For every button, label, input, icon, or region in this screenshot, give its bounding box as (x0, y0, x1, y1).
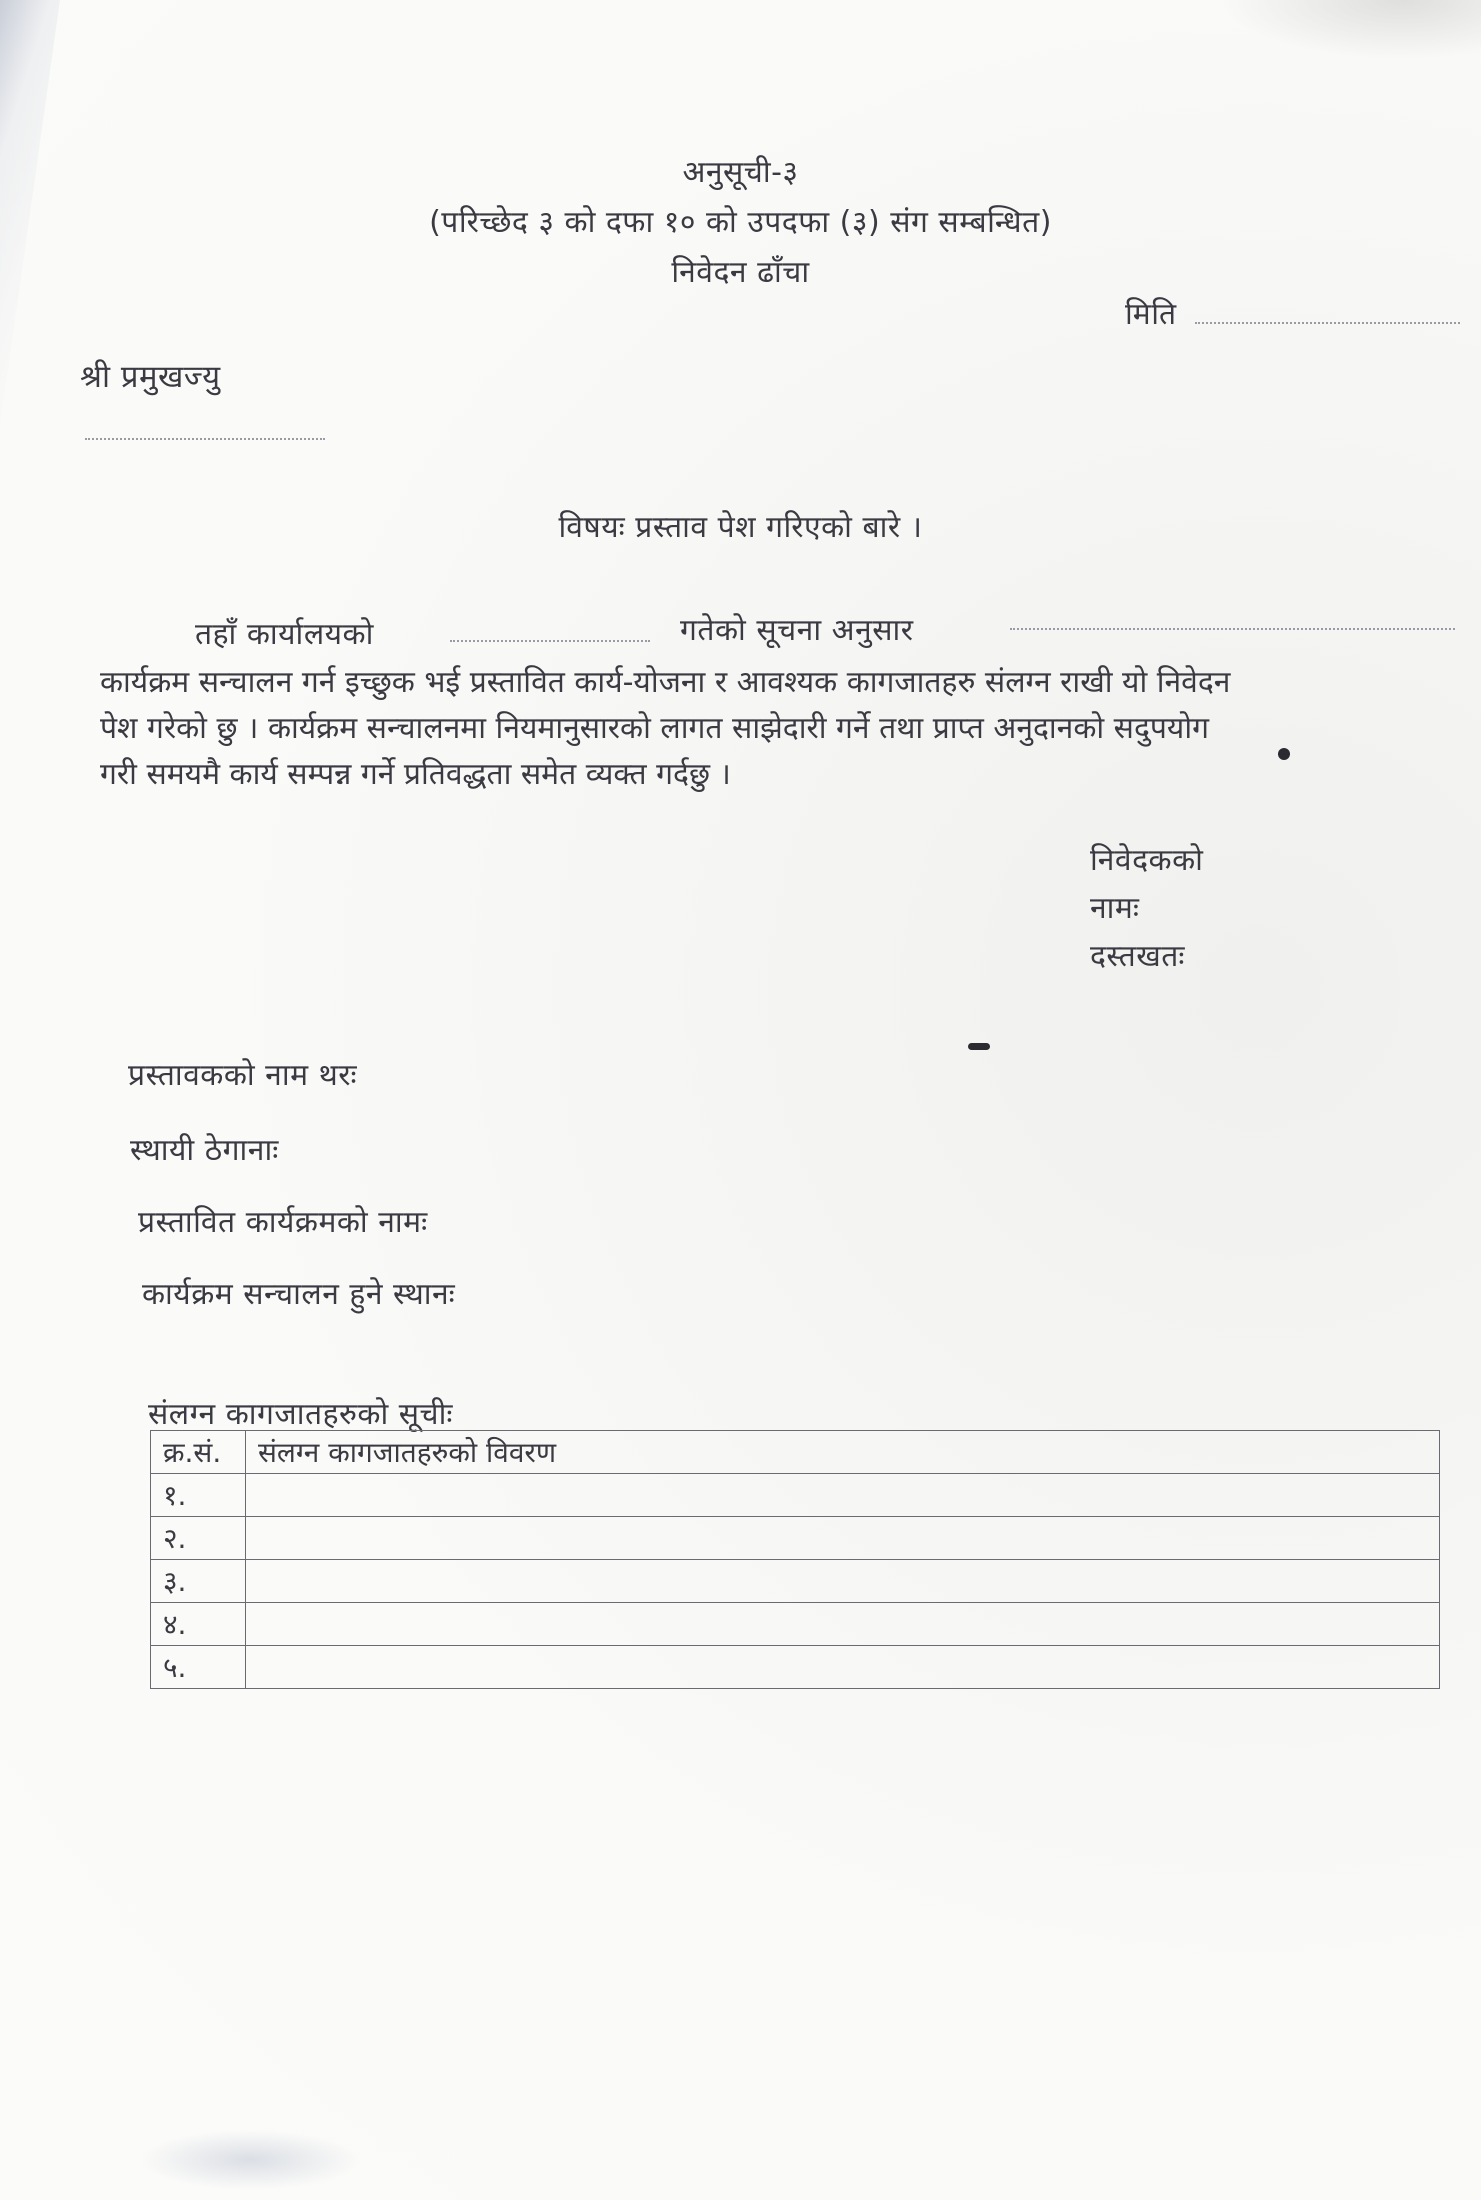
row-serial: ४. (151, 1603, 246, 1646)
date-label: मिति (1125, 297, 1177, 332)
subject-line: विषयः प्रस्ताव पेश गरिएको बारे । (558, 510, 923, 545)
body-blank-date (450, 640, 650, 642)
header-serial: क्र.सं. (151, 1431, 246, 1474)
body-office-text: तहाँ कार्यालयको (195, 617, 374, 652)
table-row (151, 1517, 1440, 1560)
corner-shadow (1221, 0, 1481, 60)
row-serial: ३. (151, 1560, 246, 1603)
row-description (246, 1603, 1440, 1646)
table-row (151, 1560, 1440, 1603)
body-line-4: गरी समयमै कार्य सम्पन्न गर्ने प्रतिवद्धता समेत व्यक्त गर्दछु । (100, 757, 731, 792)
row-serial: ५. (151, 1646, 246, 1689)
program-name-label: प्रस्तावित कार्यक्रमको नामः (138, 1205, 428, 1240)
form-title: निवेदन ढाँचा (671, 255, 810, 290)
ink-mark (968, 1043, 990, 1050)
ink-dot (1278, 748, 1290, 760)
program-location-label: कार्यक्रम सन्चालन हुने स्थानः (142, 1277, 456, 1312)
applicant-name-label: नामः (1090, 891, 1140, 926)
attachments-table (150, 1430, 1440, 1689)
header-description: संलग्न कागजातहरुको विवरण (246, 1431, 1440, 1474)
paper-smudge (140, 2130, 360, 2190)
table-row (151, 1646, 1440, 1689)
table-row (151, 1474, 1440, 1517)
row-serial: १. (151, 1474, 246, 1517)
body-line-2: कार्यक्रम सन्चालन गर्न इच्छुक भई प्रस्तावित कार्य-योजना र आवश्यक कागजातहरु संलग्न राखी यो निवेदन (100, 665, 1231, 700)
schedule-heading: अनुसूची-३ (682, 155, 799, 190)
addressee: श्री प्रमुखज्यु (80, 359, 221, 395)
table-row (151, 1603, 1440, 1646)
body-blank-end (1010, 628, 1455, 630)
applicant-heading: निवेदकको (1090, 843, 1204, 878)
attachments-title: संलग्न कागजातहरुको सूचीः (148, 1397, 453, 1432)
applicant-signature-label: दस्तखतः (1090, 939, 1185, 974)
row-description (246, 1560, 1440, 1603)
table-header-row (151, 1431, 1440, 1474)
date-blank (1195, 322, 1460, 324)
row-description (246, 1517, 1440, 1560)
row-description (246, 1474, 1440, 1517)
proposer-name-label: प्रस्तावकको नाम थरः (128, 1058, 358, 1093)
row-description (246, 1646, 1440, 1689)
row-serial: २. (151, 1517, 246, 1560)
body-line-3: पेश गरेको छु । कार्यक्रम सन्चालनमा नियमानुसारको लागत साझेदारी गर्ने तथा प्राप्त अनुदानको सदुपयोग (100, 711, 1209, 746)
permanent-address-label: स्थायी ठेगानाः (130, 1133, 279, 1168)
addressee-blank (85, 438, 325, 440)
body-paragraph (100, 660, 1460, 798)
reference-line: (परिच्छेद ३ को दफा १० को उपदफा (३) संग सम्बन्धित) (429, 205, 1052, 240)
body-notice-text: गतेको सूचना अनुसार (680, 613, 914, 648)
